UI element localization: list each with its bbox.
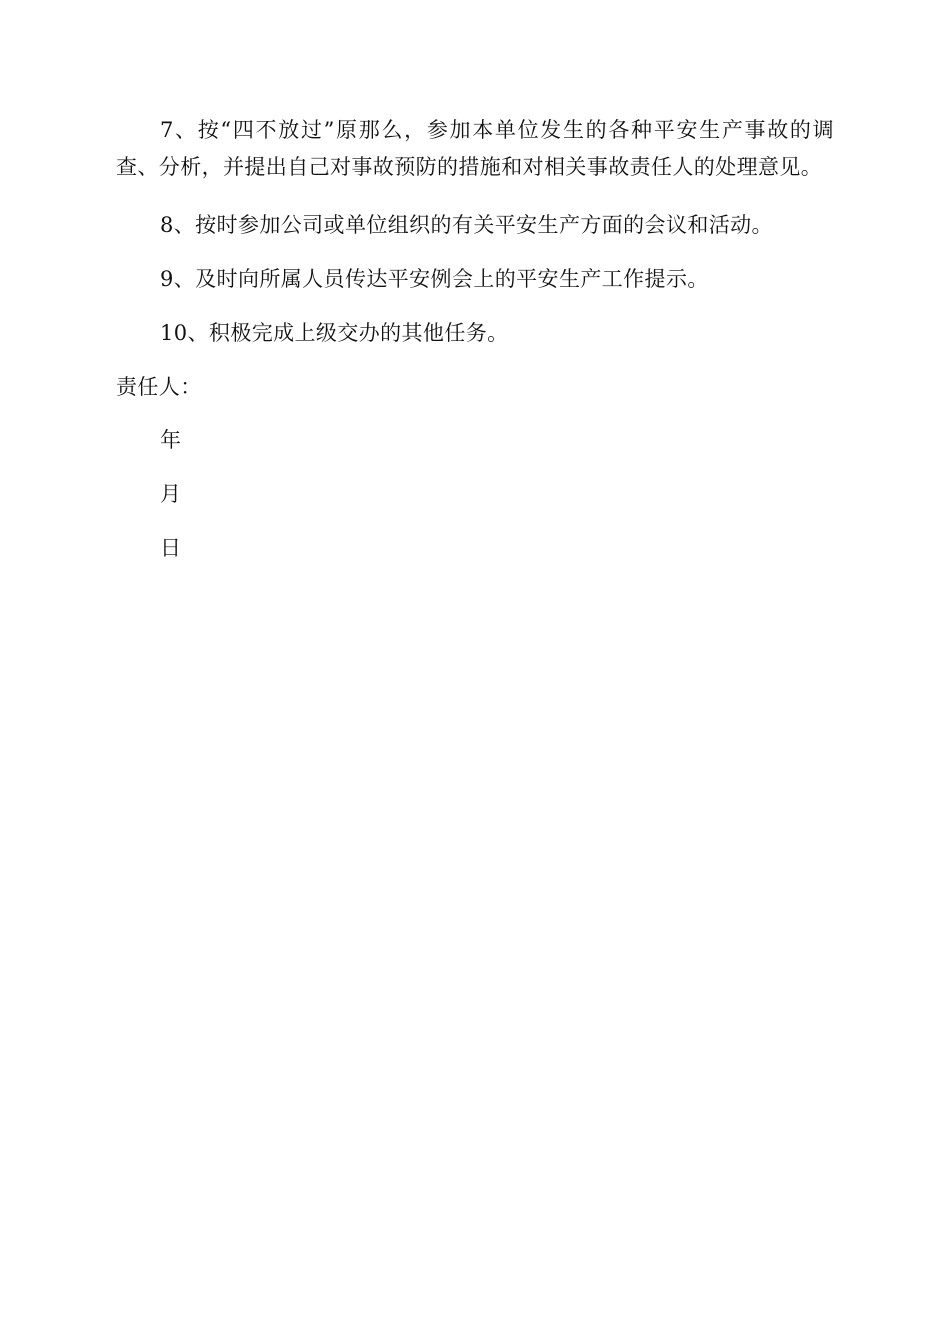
paragraph-item-10: 10、积极完成上级交办的其他任务。: [160, 321, 509, 345]
paragraph-item-9: 9、及时向所属人员传达平安例会上的平安生产工作提示。: [160, 267, 709, 291]
signer-label: 责任人：: [116, 375, 202, 399]
date-year-label: 年: [160, 428, 181, 452]
date-day-label: 日: [160, 536, 181, 560]
date-month-label: 月: [160, 482, 181, 506]
paragraph-item-7: 7、按“四不放过”原那么，参加本单位发生的各种平安生产事故的调查、分析，并提出自己对事故预防的措施和对相关事故责任人的处理意见。: [116, 118, 834, 179]
paragraph-item-8: 8、按时参加公司或单位组织的有关平安生产方面的会议和活动。: [160, 213, 773, 237]
document-body: [116, 112, 834, 584]
